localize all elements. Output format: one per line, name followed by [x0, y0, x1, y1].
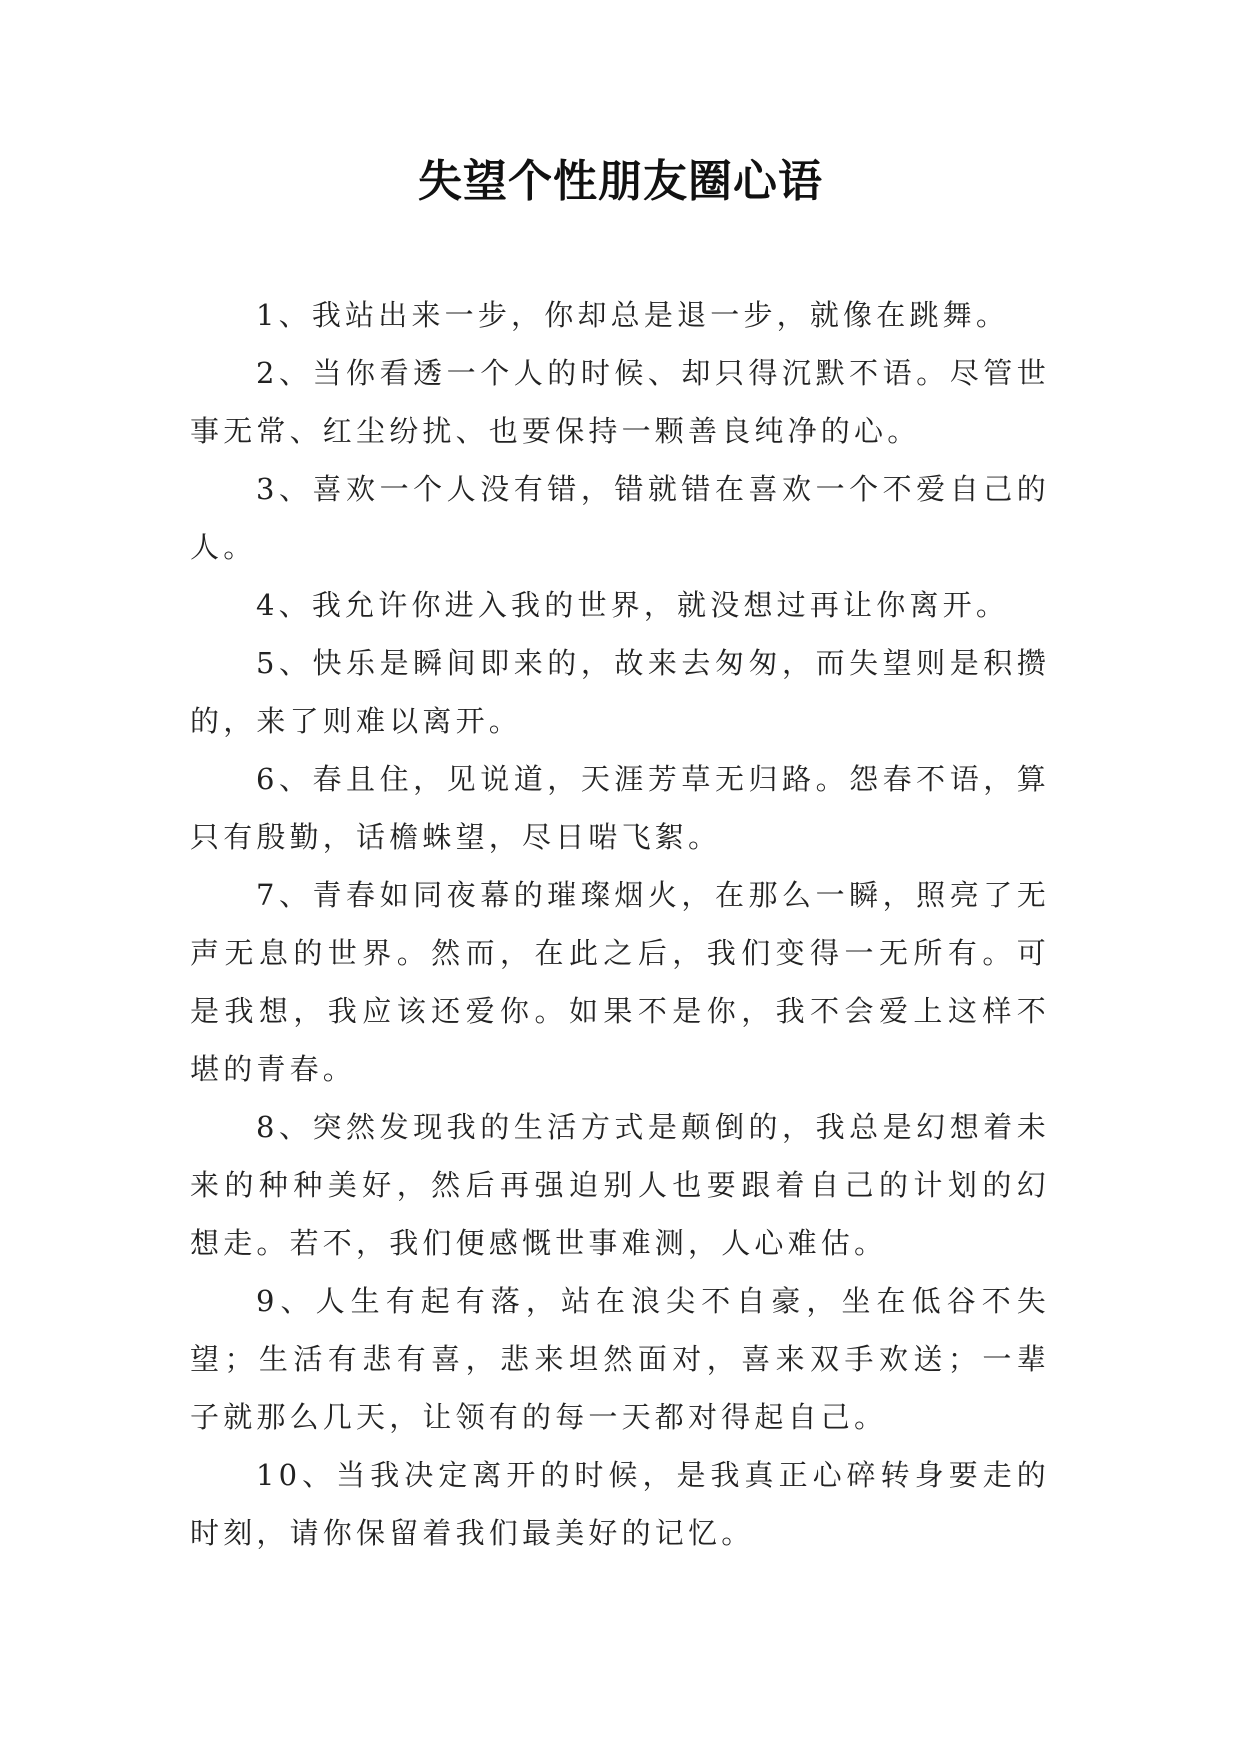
paragraph-10: 10、当我决定离开的时候，是我真正心碎转身要走的时刻，请你保留着我们最美好的记忆。: [190, 1458, 1050, 1550]
paragraph-1: 1、我站出来一步，你却总是退一步，就像在跳舞。: [256, 298, 1010, 332]
document-title: 失望个性朋友圈心语: [418, 156, 823, 207]
paragraph-9: 9、人生有起有落，站在浪尖不自豪，坐在低谷不失望；生活有悲有喜，悲来坦然面对，喜来双手欢送；一辈子就那么几天，让领有的每一天都对得起自己。: [190, 1284, 1050, 1434]
paragraph-4: 4、我允许你进入我的世界，就没想过再让你离开。: [256, 588, 1010, 622]
paragraph-6: 6、春且住，见说道，天涯芳草无归路。怨春不语，算只有殷勤，话檐蛛望，尽日啱飞絮。: [190, 762, 1050, 854]
paragraph-2: 2、当你看透一个人的时候、却只得沉默不语。尽管世事无常、红尘纷扰、也要保持一颗善良纯净的心。: [190, 356, 1050, 448]
paragraph-7: 7、青春如同夜幕的璀璨烟火，在那么一瞬，照亮了无声无息的世界。然而，在此之后，我们变得一无所有。可是我想，我应该还爱你。如果不是你，我不会爱上这样不堪的青春。: [190, 878, 1050, 1086]
paragraph-5: 5、快乐是瞬间即来的，故来去匆匆，而失望则是积攒的，来了则难以离开。: [190, 646, 1050, 738]
paragraph-8: 8、突然发现我的生活方式是颠倒的，我总是幻想着未来的种种美好，然后再强迫别人也要跟着自己的计划的幻想走。若不，我们便感慨世事难测，人心难估。: [190, 1110, 1050, 1260]
paragraph-3: 3、喜欢一个人没有错，错就错在喜欢一个不爱自己的人。: [190, 472, 1050, 564]
document-body: [190, 286, 1050, 1562]
